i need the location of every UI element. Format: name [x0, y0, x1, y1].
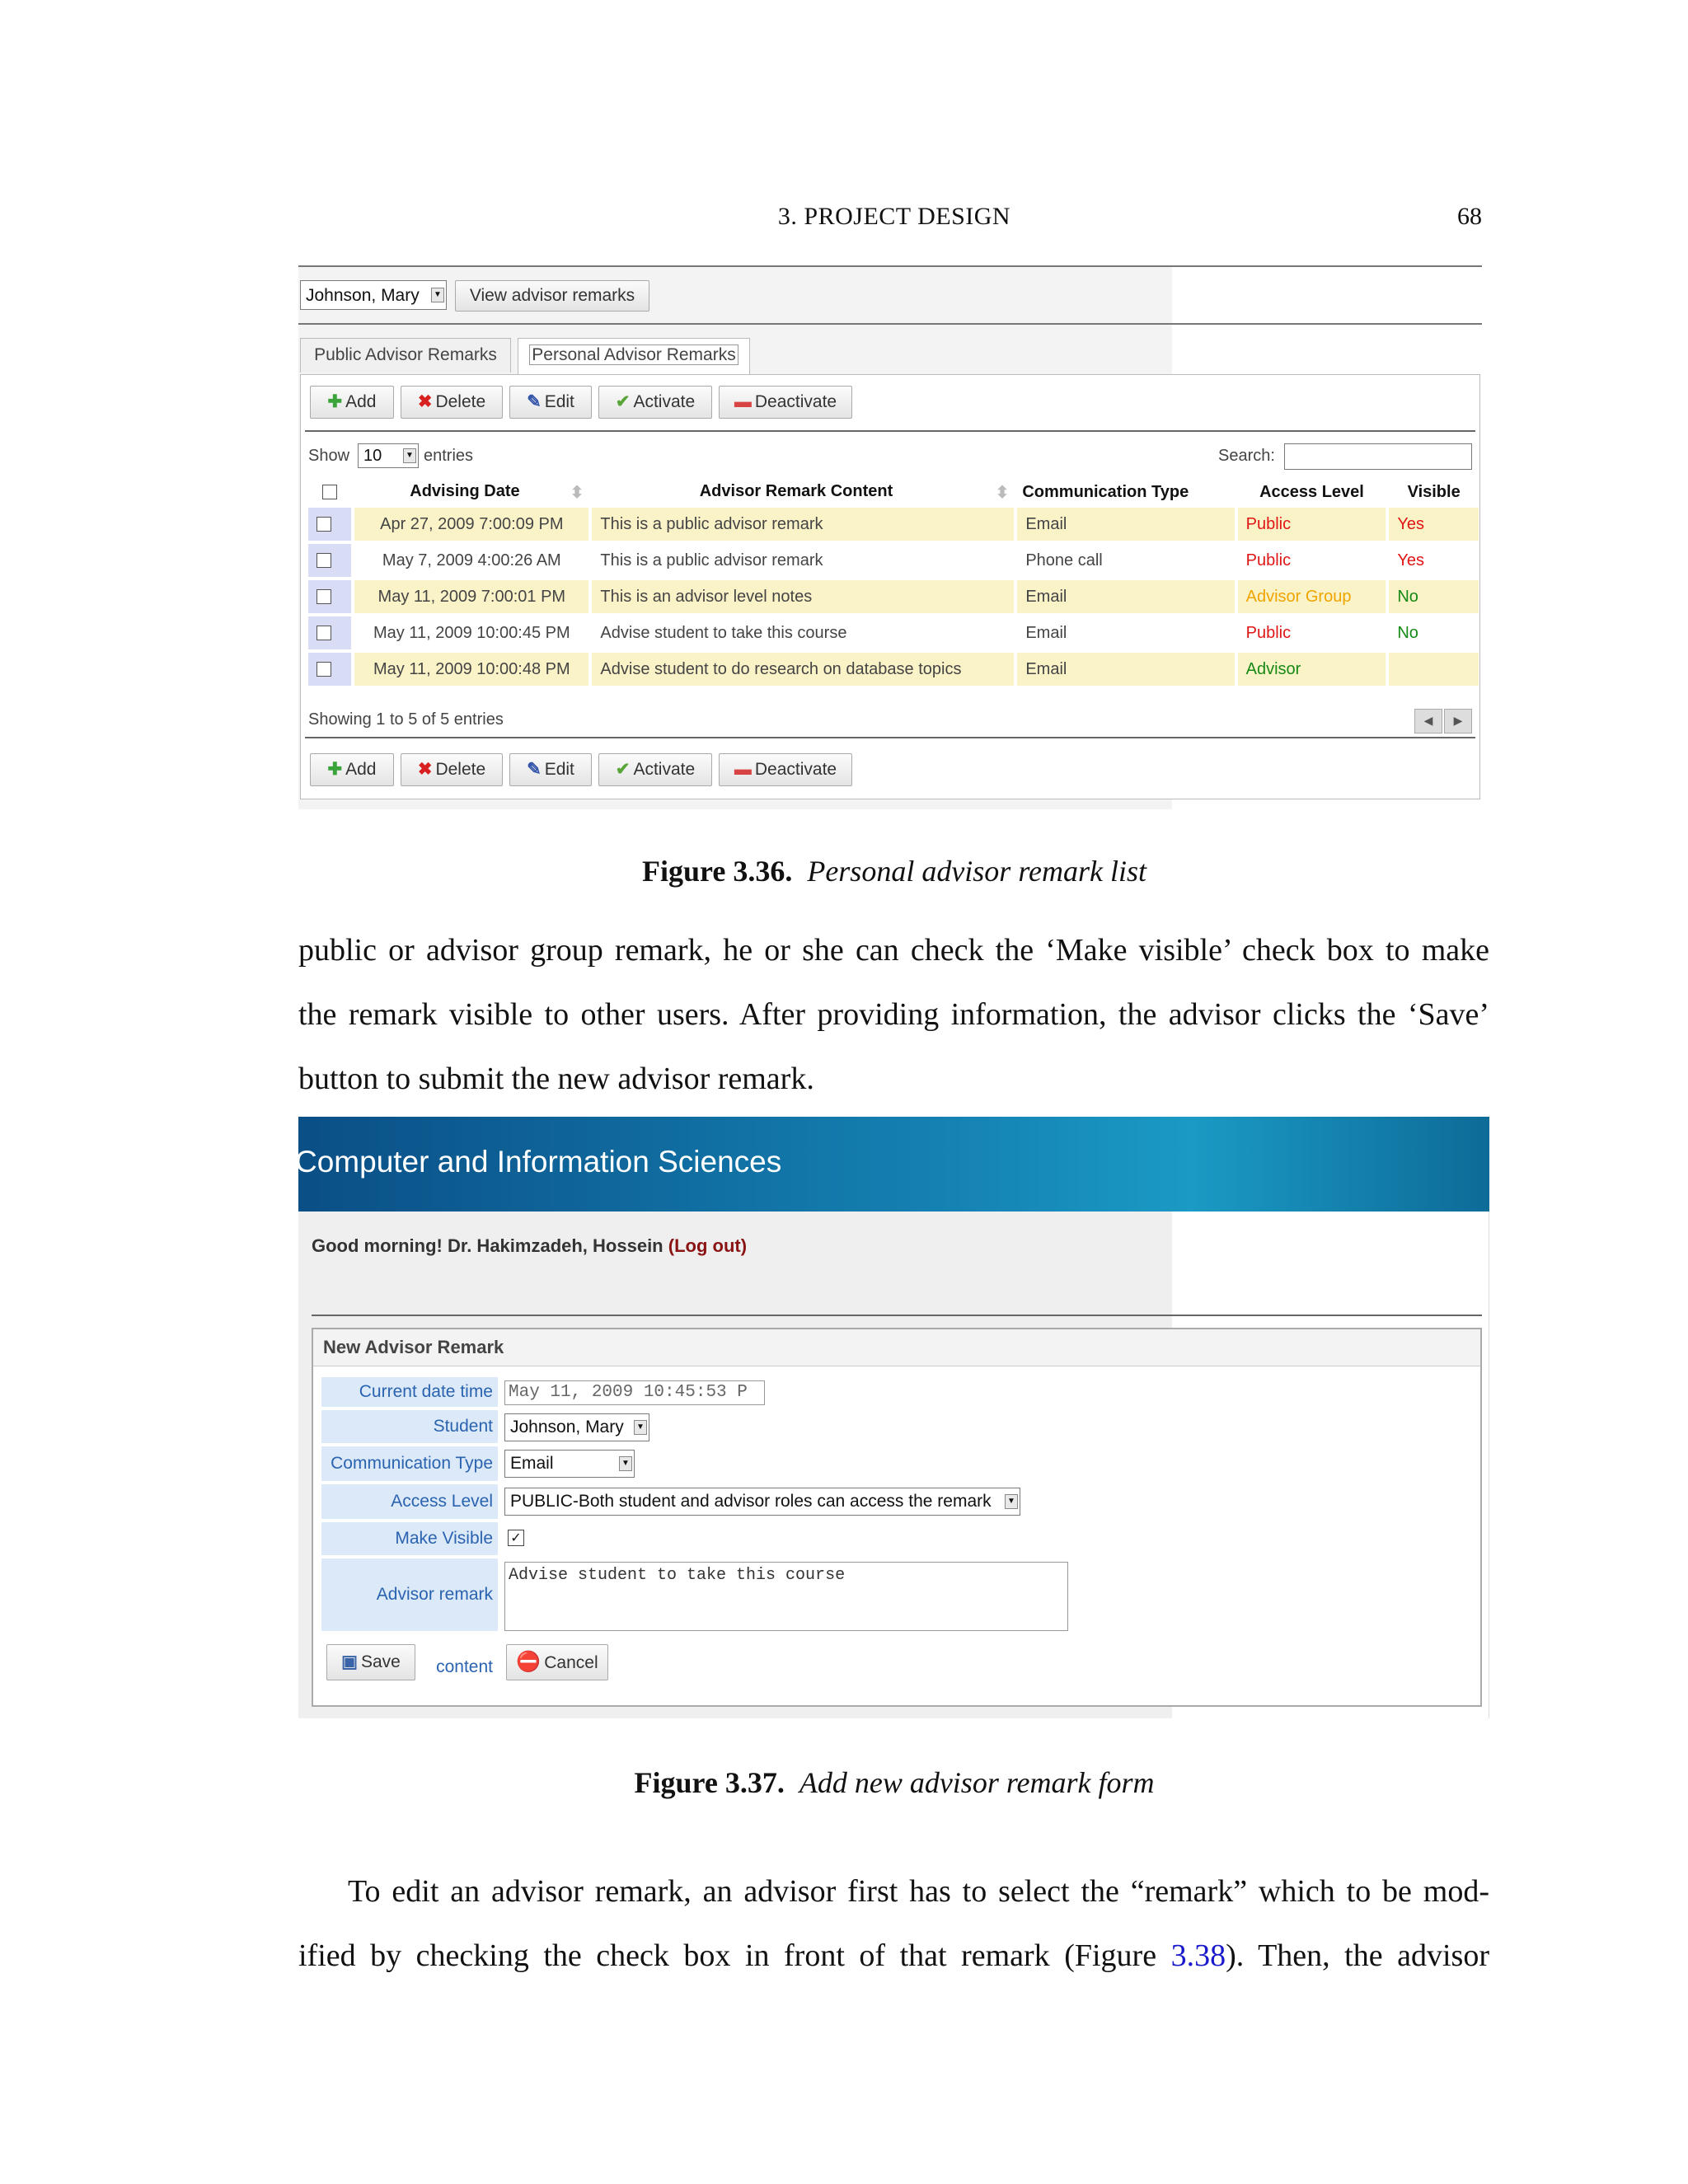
- communication-type-value: Email: [510, 1454, 554, 1473]
- body-paragraph-2: [298, 1859, 1489, 1988]
- checkmark-icon: ✔: [615, 760, 631, 779]
- plus-icon: ✚: [327, 392, 343, 411]
- col-communication-type-label: Communication Type: [1022, 482, 1189, 501]
- delete-x-icon: ✖: [417, 392, 433, 411]
- showing-info: Showing 1 to 5 of 5 entries: [308, 710, 504, 729]
- greeting-text: Good morning! Dr. Hakimzadeh, Hossein: [312, 1235, 663, 1256]
- caption-text: Add new advisor remark form: [799, 1766, 1155, 1799]
- figure-reference-link[interactable]: 3.38: [1170, 1938, 1226, 1973]
- view-remarks-button[interactable]: [455, 280, 649, 312]
- paragraph-line: [298, 1924, 1489, 1988]
- checkmark-icon: ✔: [615, 392, 631, 411]
- activate-button-bottom[interactable]: [598, 753, 712, 786]
- cell-visible: [1389, 653, 1479, 686]
- caption-text: Personal advisor remark list: [807, 855, 1146, 888]
- col-access-level[interactable]: [1238, 480, 1386, 504]
- row-checkbox-cell: [308, 544, 351, 577]
- student-field[interactable]: [504, 1413, 649, 1441]
- label-access-level: Access Level: [321, 1484, 498, 1519]
- tab-personal-remarks[interactable]: [518, 338, 750, 376]
- row-checkbox[interactable]: [316, 517, 331, 532]
- table-row[interactable]: [308, 508, 1479, 541]
- cell-content: This is a public advisor remark: [592, 508, 1014, 541]
- delete-label: Delete: [435, 392, 486, 411]
- cell-date: May 11, 2009 7:00:01 PM: [354, 580, 588, 613]
- col-visible-label: Visible: [1407, 482, 1461, 501]
- col-remark-content-label: Advisor Remark Content: [699, 481, 893, 500]
- paragraph-line: the remark visible to other users. After providing information, the advisor clicks the ‘Save’: [298, 997, 1489, 1032]
- chevron-down-icon: ▼: [634, 1420, 647, 1435]
- student-select-value: Johnson, Mary: [306, 286, 420, 305]
- edit-button-bottom[interactable]: [509, 753, 592, 786]
- cell-comm: Email: [1017, 616, 1234, 649]
- save-button[interactable]: [326, 1644, 415, 1680]
- paragraph-text: ). Then, the advisor: [1226, 1938, 1489, 1973]
- cell-visible: No: [1389, 580, 1479, 613]
- cell-date: May 11, 2009 10:00:45 PM: [354, 616, 588, 649]
- cell-content: This is an advisor level notes: [592, 580, 1014, 613]
- chevron-down-icon: ▼: [403, 448, 416, 463]
- col-communication-type[interactable]: [1017, 480, 1234, 504]
- top-rule: [298, 265, 1482, 267]
- label-current-date: Current date time: [321, 1377, 498, 1407]
- delete-label: Delete: [435, 760, 486, 779]
- view-remarks-label: View advisor remarks: [469, 286, 635, 305]
- toolbar-rule: [305, 430, 1475, 432]
- edit-button[interactable]: [509, 386, 592, 419]
- divider-rule: [298, 323, 1482, 325]
- entries-select[interactable]: [358, 443, 419, 468]
- banner-title: Computer and Information Sciences: [295, 1145, 782, 1179]
- table-row[interactable]: [308, 616, 1479, 649]
- row-checkbox-cell: [308, 653, 351, 686]
- caption-label: Figure 3.36.: [642, 855, 793, 888]
- cell-visible: Yes: [1389, 544, 1479, 577]
- table-row[interactable]: [308, 653, 1479, 686]
- remarks-table: [305, 476, 1482, 689]
- greeting-rule: [312, 1315, 1482, 1316]
- label-make-visible: Make Visible: [321, 1522, 498, 1555]
- cell-access: Advisor Group: [1238, 580, 1386, 613]
- entries-label: entries: [424, 447, 474, 465]
- body-paragraph-1: [298, 918, 1489, 1111]
- running-title: 3. PROJECT DESIGN: [777, 203, 1011, 230]
- current-date-field: May 11, 2009 10:45:53 P: [504, 1380, 765, 1405]
- label-remark-content: Advisor remark content: [321, 1558, 498, 1631]
- cell-comm: Email: [1017, 508, 1234, 541]
- cell-visible: No: [1389, 616, 1479, 649]
- activate-button[interactable]: [598, 386, 712, 419]
- search-label: Search:: [1218, 447, 1275, 465]
- sort-icon: ⬍: [570, 483, 584, 502]
- cell-access: Public: [1238, 508, 1386, 541]
- row-checkbox-cell: [308, 508, 351, 541]
- prev-page-icon[interactable]: ◀: [1414, 709, 1442, 733]
- student-select[interactable]: [300, 280, 447, 310]
- col-advising-date[interactable]: [354, 480, 588, 504]
- figure-add-remark-form: [295, 1117, 1489, 1718]
- cell-comm: Email: [1017, 653, 1234, 686]
- tab-personal-label: Personal Advisor Remarks: [529, 344, 738, 365]
- paragraph-text: ified by checking the check box in front of that remark (Figure: [298, 1938, 1171, 1973]
- table-bottom-rule: [305, 737, 1475, 738]
- cell-date: Apr 27, 2009 7:00:09 PM: [354, 508, 588, 541]
- site-banner: [295, 1117, 1489, 1212]
- minus-icon: ▬: [734, 760, 752, 779]
- tab-public-remarks[interactable]: [300, 338, 511, 373]
- figure-caption-3-37: [0, 1765, 1688, 1800]
- cancel-label: Cancel: [544, 1653, 598, 1672]
- cell-comm: Phone call: [1017, 544, 1234, 577]
- figure-caption-3-36: [0, 854, 1688, 888]
- cancel-icon: ⛔: [516, 1651, 542, 1673]
- row-checkbox-cell: [308, 580, 351, 613]
- search-input[interactable]: [1284, 443, 1472, 470]
- row-checkbox[interactable]: [316, 589, 331, 604]
- edit-label: Edit: [544, 760, 574, 779]
- minus-icon: ▬: [734, 392, 752, 411]
- cell-access: Public: [1238, 616, 1386, 649]
- edit-label: Edit: [544, 392, 574, 411]
- chevron-down-icon: ▼: [1005, 1494, 1018, 1509]
- greeting: [312, 1235, 747, 1257]
- make-visible-checkbox[interactable]: [508, 1530, 524, 1546]
- paragraph-line: public or advisor group remark, he or she can check the ‘Make visible’ check box to make: [298, 933, 1489, 968]
- cell-access: Advisor: [1238, 653, 1386, 686]
- label-student: Student: [321, 1410, 498, 1443]
- table-row[interactable]: [308, 544, 1479, 577]
- plus-icon: ✚: [327, 760, 343, 779]
- add-label: Add: [345, 392, 377, 411]
- col-remark-content[interactable]: [592, 480, 1014, 504]
- cell-content: This is a public advisor remark: [592, 544, 1014, 577]
- row-checkbox-cell: [308, 616, 351, 649]
- entries-select-value: 10: [363, 447, 382, 465]
- access-level-value: PUBLIC-Both student and advisor roles can access the remark: [510, 1492, 992, 1511]
- label-communication-type: Communication Type: [321, 1446, 498, 1481]
- panel-title: New Advisor Remark: [323, 1337, 504, 1357]
- cell-content: Advise student to take this course: [592, 616, 1014, 649]
- add-button-bottom[interactable]: [310, 753, 394, 786]
- deactivate-button-bottom[interactable]: [719, 753, 852, 786]
- pencil-icon: ✎: [527, 392, 542, 411]
- communication-type-select[interactable]: [504, 1450, 635, 1478]
- cancel-button[interactable]: [506, 1644, 608, 1680]
- sort-icon: ⬍: [995, 483, 1010, 502]
- chevron-down-icon: ▼: [431, 288, 444, 302]
- cell-access: Public: [1238, 544, 1386, 577]
- cell-content: Advise student to do research on database topics: [592, 653, 1014, 686]
- delete-x-icon: ✖: [417, 760, 433, 779]
- select-all-checkbox[interactable]: [322, 485, 337, 499]
- col-advising-date-label: Advising Date: [410, 481, 520, 500]
- floppy-disk-icon: ▣: [341, 1652, 358, 1671]
- deactivate-label: Deactivate: [754, 392, 837, 411]
- caption-label: Figure 3.37.: [634, 1766, 785, 1799]
- next-page-icon[interactable]: ▶: [1444, 709, 1472, 733]
- delete-button-bottom[interactable]: [401, 753, 503, 786]
- cell-comm: Email: [1017, 580, 1234, 613]
- select-all-cell: [308, 480, 351, 504]
- figure-advisor-remark-list: [298, 265, 1482, 809]
- table-header-row: [308, 480, 1479, 504]
- tab-public-label: Public Advisor Remarks: [314, 345, 497, 364]
- save-label: Save: [360, 1652, 401, 1671]
- col-visible[interactable]: [1389, 480, 1479, 504]
- cell-date: May 11, 2009 10:00:48 PM: [354, 653, 588, 686]
- cell-date: May 7, 2009 4:00:26 AM: [354, 544, 588, 577]
- add-label: Add: [345, 760, 377, 779]
- activate-label: Activate: [633, 392, 696, 411]
- chevron-down-icon: ▼: [619, 1456, 632, 1471]
- access-level-select[interactable]: [504, 1488, 1020, 1516]
- add-button[interactable]: [310, 386, 394, 419]
- paragraph-line: button to submit the new advisor remark.: [298, 1062, 814, 1096]
- deactivate-label: Deactivate: [754, 760, 837, 779]
- student-value: Johnson, Mary: [510, 1418, 624, 1436]
- table-row[interactable]: [308, 580, 1479, 613]
- deactivate-button[interactable]: [719, 386, 852, 419]
- delete-button[interactable]: [401, 386, 503, 419]
- cell-visible: Yes: [1389, 508, 1479, 541]
- show-label: Show: [308, 447, 350, 465]
- checkbox-check-icon: ✓: [510, 1530, 522, 1545]
- paragraph-line: To edit an advisor remark, an advisor first has to select the “remark” which to be mod-: [348, 1874, 1489, 1909]
- logout-link[interactable]: (Log out): [668, 1235, 748, 1256]
- remark-content-textarea[interactable]: Advise student to take this course: [504, 1562, 1068, 1631]
- row-checkbox[interactable]: [316, 662, 331, 677]
- row-checkbox[interactable]: [316, 626, 331, 640]
- page-number: 68: [1457, 203, 1482, 230]
- col-access-level-label: Access Level: [1259, 482, 1364, 501]
- row-checkbox[interactable]: [316, 553, 331, 568]
- pencil-icon: ✎: [527, 760, 542, 779]
- activate-label: Activate: [633, 760, 696, 779]
